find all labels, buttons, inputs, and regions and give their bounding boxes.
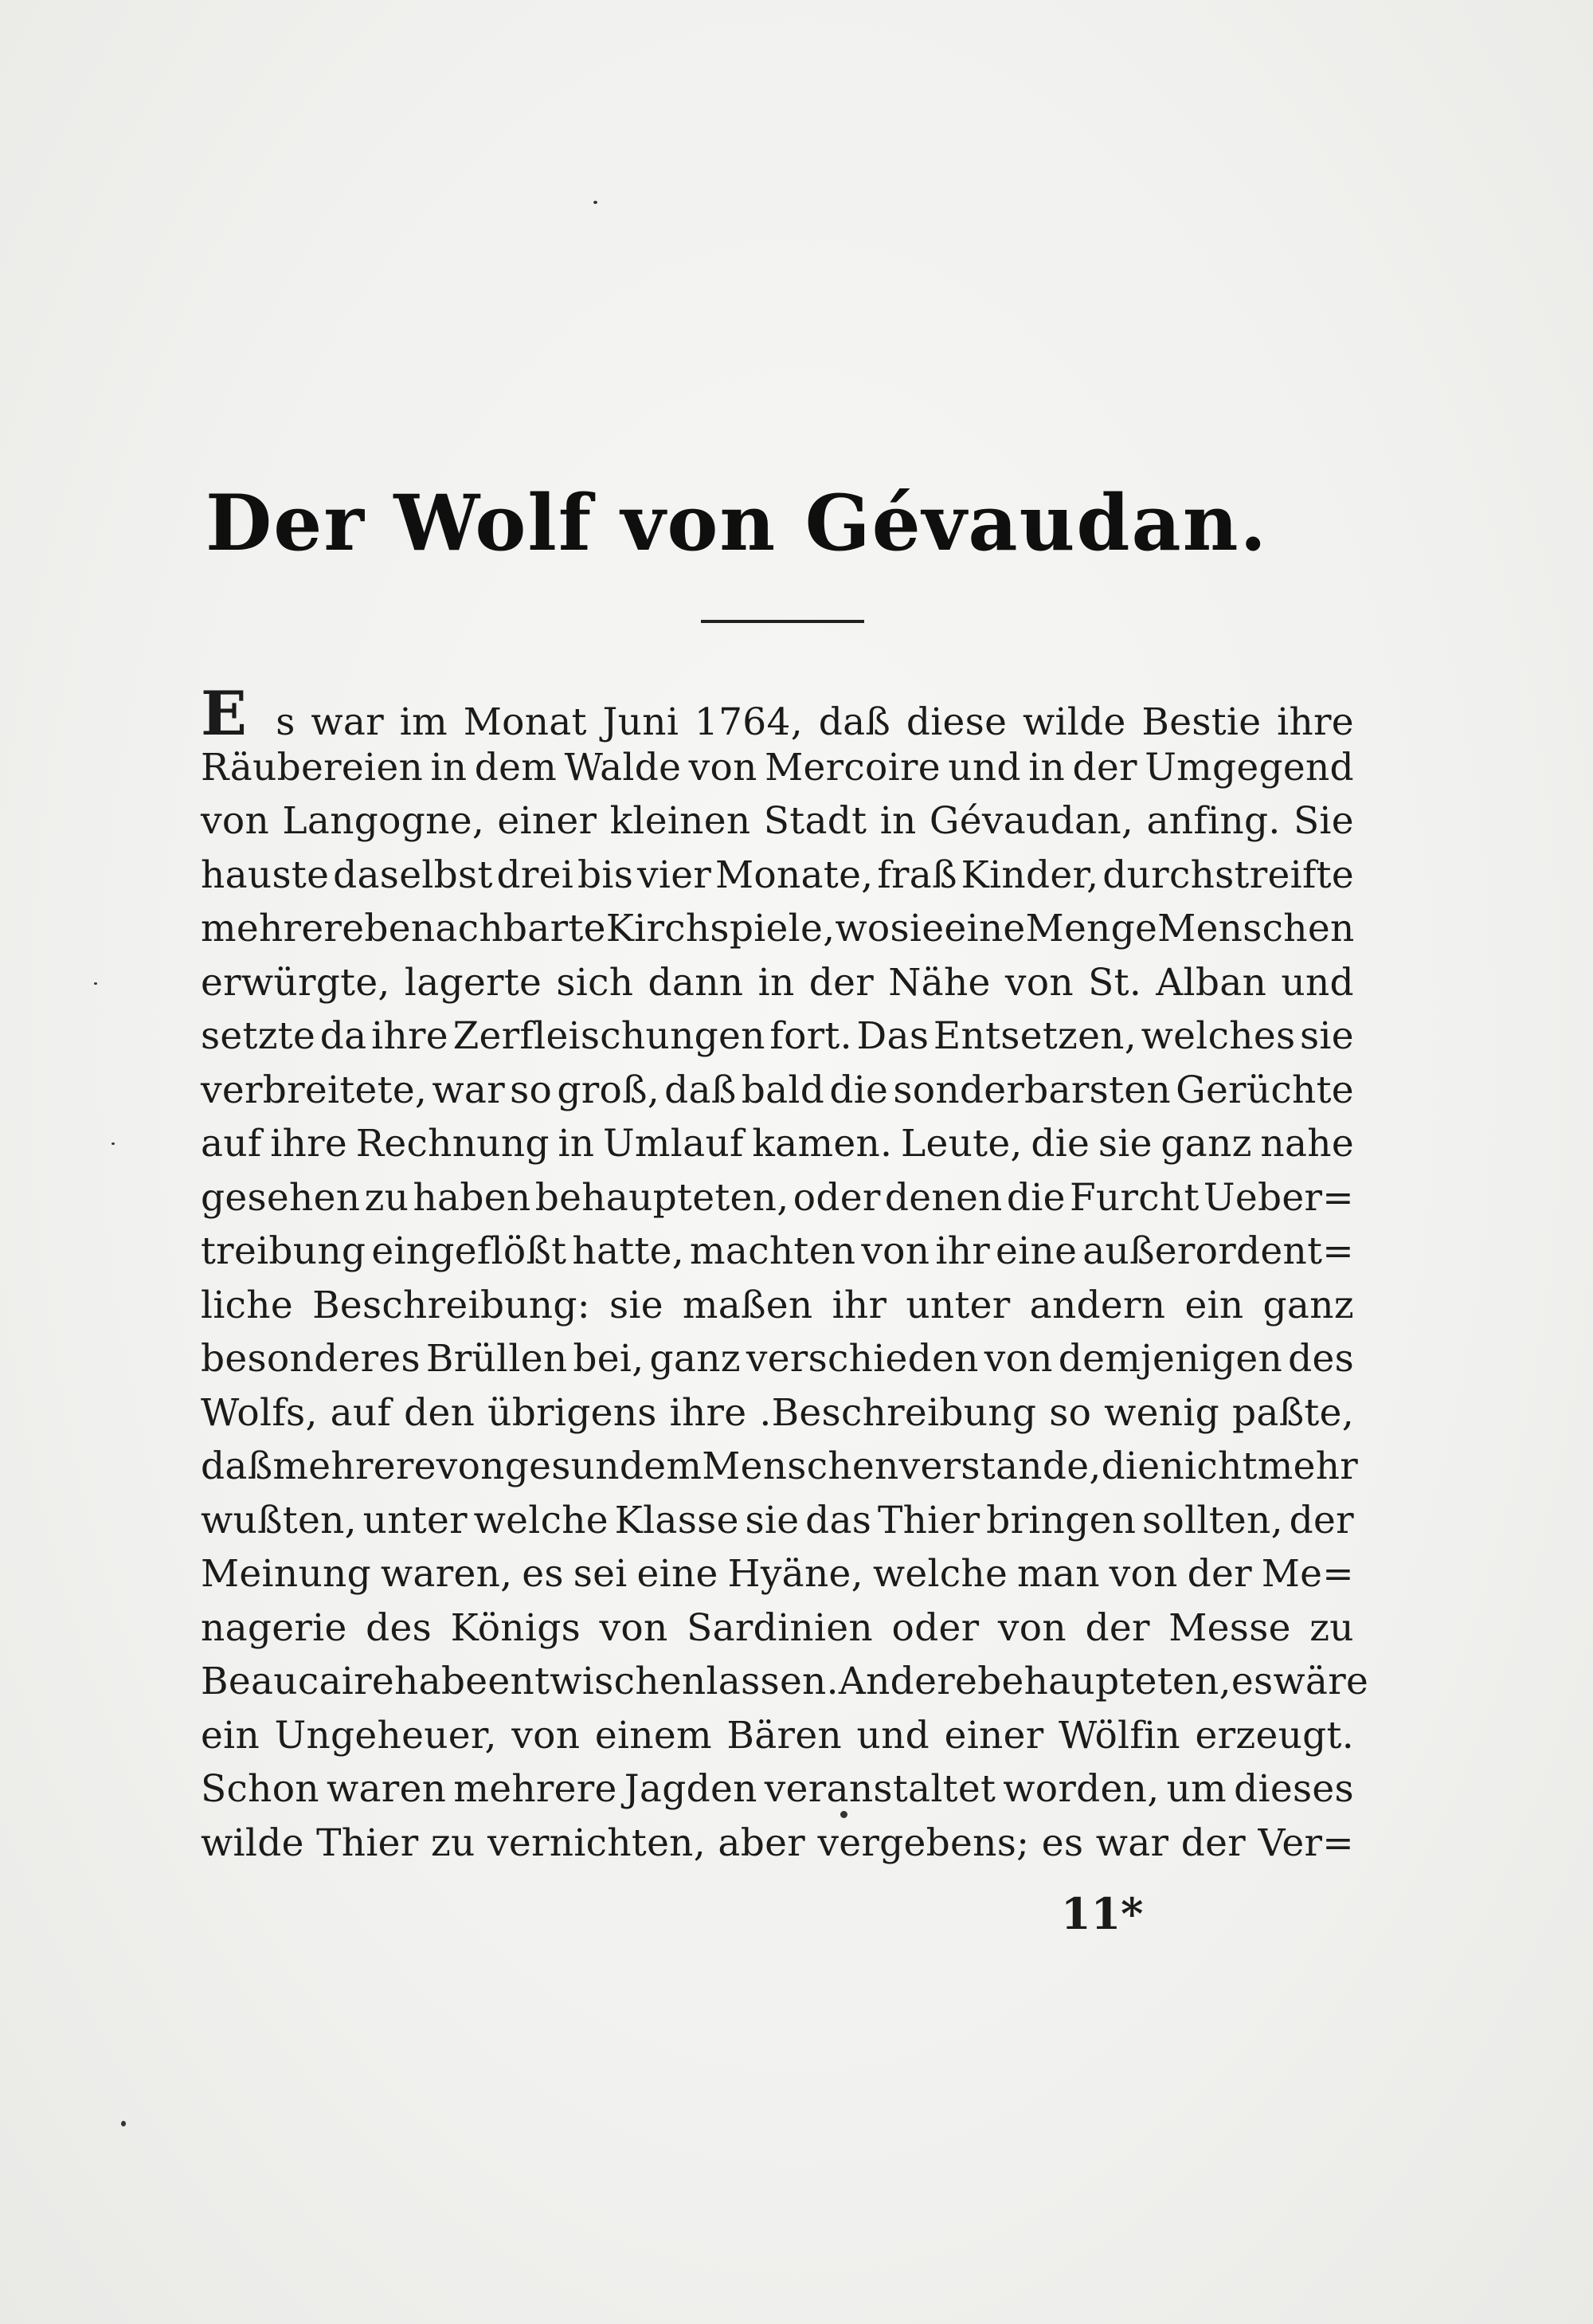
- word: St.: [1088, 960, 1142, 1005]
- word: oder: [793, 1175, 881, 1220]
- word: ihr: [832, 1283, 887, 1327]
- body-text: [201, 678, 1369, 1870]
- word: Das: [856, 1014, 930, 1058]
- drop-cap: E: [201, 678, 248, 749]
- word: von: [511, 1713, 581, 1758]
- word: im: [399, 700, 448, 744]
- word: Gévaudan,: [929, 799, 1134, 843]
- word: Me=: [1261, 1552, 1354, 1596]
- word: Ueber=: [1203, 1175, 1354, 1220]
- word: der: [1180, 1820, 1247, 1865]
- word: sie: [1098, 1122, 1153, 1166]
- word: zu: [1309, 1605, 1354, 1650]
- word: auf: [201, 1122, 262, 1166]
- word: und: [1281, 960, 1354, 1005]
- word: war: [1095, 1820, 1169, 1865]
- text-lines: [201, 741, 1369, 1871]
- word: von: [688, 745, 757, 790]
- word: Andere: [838, 1660, 978, 1703]
- word: Klasse: [614, 1498, 739, 1542]
- word: das: [805, 1498, 872, 1542]
- word: Gerüchte: [1176, 1068, 1354, 1112]
- word: groß,: [557, 1068, 660, 1112]
- word: ihre: [1277, 700, 1354, 744]
- word: da: [319, 1014, 367, 1058]
- word: Beschreibung:: [312, 1283, 590, 1327]
- word: treibung: [201, 1229, 366, 1273]
- word: auf: [330, 1390, 392, 1435]
- word: einem: [594, 1713, 712, 1758]
- word: Bären: [726, 1713, 843, 1758]
- word: bald: [741, 1068, 825, 1112]
- word: von: [1004, 960, 1074, 1005]
- word: Langogne,: [282, 799, 485, 843]
- word: oder: [891, 1605, 980, 1650]
- word: eingeflößt: [371, 1229, 567, 1273]
- word: Sie: [1293, 799, 1354, 843]
- word: in: [757, 960, 795, 1005]
- word: waren: [326, 1767, 447, 1811]
- word: wilde: [1022, 700, 1126, 744]
- word: daß: [664, 1068, 737, 1112]
- word: sei: [573, 1552, 628, 1596]
- word: die: [829, 1068, 889, 1112]
- word: zu: [364, 1175, 409, 1220]
- word: waren,: [380, 1552, 513, 1596]
- text-line: [201, 902, 1354, 956]
- word: der: [1085, 1605, 1150, 1650]
- word: in: [1028, 745, 1066, 790]
- word: zu: [430, 1820, 476, 1865]
- word: wenig: [1104, 1390, 1220, 1435]
- word: von: [599, 1605, 668, 1650]
- word: verschieden: [746, 1337, 979, 1381]
- word: eine: [944, 907, 1026, 950]
- word: mehrere: [453, 1767, 617, 1811]
- title-divider: [701, 620, 864, 623]
- word: Umgegend: [1145, 745, 1354, 790]
- word: es: [1231, 1660, 1274, 1703]
- word: einer: [944, 1713, 1044, 1758]
- word: vergebens;: [817, 1820, 1030, 1865]
- text-line: [201, 741, 1354, 795]
- text-line: [201, 1709, 1354, 1763]
- word: dieses: [1234, 1767, 1354, 1811]
- text-line: [201, 1064, 1354, 1118]
- word: und: [948, 745, 1021, 790]
- word: dem: [474, 745, 558, 790]
- word: bringen: [986, 1498, 1137, 1542]
- word: der: [808, 960, 875, 1005]
- word: Wölfin: [1059, 1713, 1180, 1758]
- text-line: [201, 1386, 1354, 1440]
- word: denen: [884, 1175, 1003, 1220]
- word: mehr: [1257, 1444, 1359, 1488]
- word: unter: [906, 1283, 1011, 1327]
- word: Leute,: [900, 1122, 1023, 1166]
- word: nicht: [1160, 1444, 1258, 1488]
- word: Schon: [201, 1767, 319, 1811]
- word: eine: [636, 1552, 718, 1596]
- word: .Beschreibung: [759, 1390, 1037, 1435]
- word: ganz: [649, 1337, 741, 1381]
- text-line: [201, 1171, 1354, 1225]
- text-line: [201, 1494, 1354, 1548]
- word: war: [311, 700, 385, 744]
- text-line: [201, 1009, 1354, 1064]
- word: sollten,: [1142, 1498, 1283, 1542]
- word: kleinen: [609, 799, 751, 843]
- text-line: [201, 1655, 1369, 1709]
- signature-mark: 11*: [1061, 1888, 1144, 1939]
- word: Rechnung: [355, 1122, 550, 1166]
- word: maßen: [682, 1283, 813, 1327]
- word: Entsetzen,: [933, 1014, 1137, 1058]
- word: sie: [745, 1498, 800, 1542]
- word: gesehen: [201, 1175, 361, 1220]
- word: sie: [890, 907, 945, 950]
- word: in: [558, 1122, 595, 1166]
- word: man: [1017, 1552, 1100, 1596]
- word: habe: [394, 1660, 488, 1703]
- word: Zerfleischungen: [452, 1014, 765, 1058]
- word: demjenigen: [1058, 1337, 1283, 1381]
- word: wo: [835, 907, 890, 950]
- text-line: [201, 1279, 1354, 1333]
- ink-speck: [121, 2121, 126, 2126]
- word: hatte,: [572, 1229, 685, 1273]
- ink-speck: [112, 1142, 115, 1145]
- word: nahe: [1260, 1122, 1354, 1166]
- word: unter: [362, 1498, 468, 1542]
- word: durchstreifte: [1102, 852, 1354, 897]
- word: vier: [637, 852, 712, 897]
- word: Sardinien: [687, 1605, 873, 1650]
- word: die: [1031, 1122, 1090, 1166]
- word: Jagden: [624, 1767, 757, 1811]
- word: Alban: [1156, 960, 1267, 1005]
- word: erwürgte,: [201, 960, 390, 1005]
- word: erzeugt.: [1195, 1713, 1354, 1758]
- word: wäre: [1273, 1660, 1369, 1703]
- word: Bestie: [1141, 700, 1262, 744]
- word: und: [856, 1713, 930, 1758]
- word: Thier: [316, 1820, 419, 1865]
- word: kamen.: [752, 1122, 893, 1166]
- word: Stadt: [763, 799, 867, 843]
- word: gesundem: [504, 1444, 703, 1488]
- text-line: [201, 1762, 1354, 1816]
- word: der: [1187, 1552, 1252, 1596]
- word: Ver=: [1258, 1820, 1354, 1865]
- word: ihre: [669, 1390, 747, 1435]
- word: hauste: [201, 852, 330, 897]
- word: bei,: [573, 1337, 644, 1381]
- word: sonderbarsten: [893, 1068, 1171, 1112]
- word: Hyäne,: [727, 1552, 863, 1596]
- text-line: [201, 1225, 1354, 1279]
- word: Beaucaire: [201, 1660, 395, 1703]
- text-line: [201, 1816, 1354, 1871]
- word: paßte,: [1232, 1390, 1354, 1435]
- word: die: [1006, 1175, 1066, 1220]
- text-line: [201, 848, 1354, 903]
- word: ein: [201, 1713, 260, 1758]
- word: welche: [872, 1552, 1008, 1596]
- word: daselbst: [333, 852, 493, 897]
- word: wilde: [201, 1820, 304, 1865]
- word: welche: [473, 1498, 609, 1542]
- word: Messe: [1168, 1605, 1291, 1650]
- word: andern: [1029, 1283, 1166, 1327]
- word: setzte: [201, 1014, 316, 1058]
- word: war: [432, 1068, 505, 1112]
- word: Meinung: [201, 1552, 371, 1596]
- text-line: [201, 956, 1354, 1010]
- word: ganz: [1262, 1283, 1354, 1327]
- word: Furcht: [1070, 1175, 1200, 1220]
- word: wußten,: [201, 1498, 357, 1542]
- word: besonderes: [201, 1337, 421, 1381]
- word: vernichten,: [487, 1820, 706, 1865]
- word: ihre: [371, 1014, 448, 1058]
- word: einer: [497, 799, 597, 843]
- word: der: [1289, 1498, 1354, 1542]
- word: daß: [201, 1444, 273, 1488]
- word: behaupteten,: [977, 1660, 1231, 1703]
- word: den: [404, 1390, 476, 1435]
- word: des: [366, 1605, 432, 1650]
- word: s: [276, 700, 296, 744]
- word: anfing.: [1146, 799, 1281, 843]
- word: lassen.: [706, 1660, 839, 1703]
- text-line: [201, 678, 1354, 749]
- word: benachbarte: [364, 907, 606, 950]
- word: des: [1288, 1337, 1354, 1381]
- word: Wolfs,: [201, 1390, 318, 1435]
- word: welches: [1141, 1014, 1296, 1058]
- word: sie: [609, 1283, 663, 1327]
- word: nagerie: [201, 1605, 347, 1650]
- word: eine: [996, 1229, 1078, 1273]
- word: von: [1109, 1552, 1178, 1596]
- word: so: [1049, 1390, 1092, 1435]
- word: verbreitete,: [201, 1068, 428, 1112]
- word: entwischen: [487, 1660, 706, 1703]
- word: drei: [496, 852, 574, 897]
- word: es: [1041, 1820, 1084, 1865]
- word: diese: [906, 700, 1008, 744]
- word: um: [1166, 1767, 1227, 1811]
- text-line: [201, 1117, 1354, 1171]
- word: mehrere: [201, 907, 365, 950]
- word: haben: [413, 1175, 531, 1220]
- word: Umlauf: [603, 1122, 744, 1166]
- word: 1764,: [694, 700, 803, 744]
- word: lagerte: [404, 960, 542, 1005]
- word: Monat: [463, 700, 587, 744]
- word: ganz: [1161, 1122, 1252, 1166]
- word: Räubereien: [201, 745, 424, 790]
- word: fraß: [877, 852, 957, 897]
- word: ihre: [270, 1122, 348, 1166]
- word: Menschenverstande,: [702, 1444, 1102, 1488]
- word: liche: [201, 1283, 293, 1327]
- word: sich: [556, 960, 634, 1005]
- word: Nähe: [888, 960, 991, 1005]
- text-line: [201, 1440, 1359, 1494]
- word: von: [861, 1229, 930, 1273]
- word: von: [201, 799, 270, 843]
- word: in: [879, 799, 917, 843]
- word: Monate,: [714, 852, 874, 897]
- word: ein: [1184, 1283, 1244, 1327]
- word: von: [984, 1337, 1053, 1381]
- word: Kinder,: [961, 852, 1099, 897]
- word: der: [1072, 745, 1137, 790]
- word: die: [1101, 1444, 1161, 1488]
- word: sie: [1300, 1014, 1354, 1058]
- word: bis: [577, 852, 634, 897]
- word: von: [436, 1444, 505, 1488]
- text-line: [201, 1601, 1354, 1656]
- text-line: [201, 1547, 1354, 1601]
- word: fort.: [769, 1014, 852, 1058]
- word: mehrere: [272, 1444, 436, 1488]
- word: ihr: [935, 1229, 991, 1273]
- word: Ungeheuer,: [274, 1713, 497, 1758]
- word: Thier: [877, 1498, 980, 1542]
- word: daß: [818, 700, 891, 744]
- word: veranstaltet: [764, 1767, 996, 1811]
- word: dann: [648, 960, 744, 1005]
- text-line: [201, 1332, 1354, 1386]
- word: übrigens: [487, 1390, 657, 1435]
- ink-speck: [94, 982, 97, 985]
- word: Walde: [564, 745, 682, 790]
- word: behaupteten,: [534, 1175, 789, 1220]
- word: aber: [718, 1820, 806, 1865]
- word: Königs: [450, 1605, 581, 1650]
- word: Brüllen: [425, 1337, 568, 1381]
- word: Kirchspiele,: [605, 907, 836, 950]
- word: von: [997, 1605, 1067, 1650]
- word: worden,: [1003, 1767, 1160, 1811]
- word: Menschen: [1157, 907, 1355, 950]
- text-line: [201, 794, 1354, 848]
- ink-speck: [593, 201, 597, 204]
- word: Juni: [602, 700, 679, 744]
- word: es: [522, 1552, 564, 1596]
- word: so: [510, 1068, 553, 1112]
- word: machten: [690, 1229, 856, 1273]
- chapter-title: Der Wolf von Gévaudan.: [205, 478, 1268, 568]
- word: außerordent=: [1082, 1229, 1354, 1273]
- ink-speck: [840, 1811, 847, 1818]
- word: Mercoire: [765, 745, 941, 790]
- word: in: [430, 745, 468, 790]
- word: Menge: [1025, 907, 1158, 950]
